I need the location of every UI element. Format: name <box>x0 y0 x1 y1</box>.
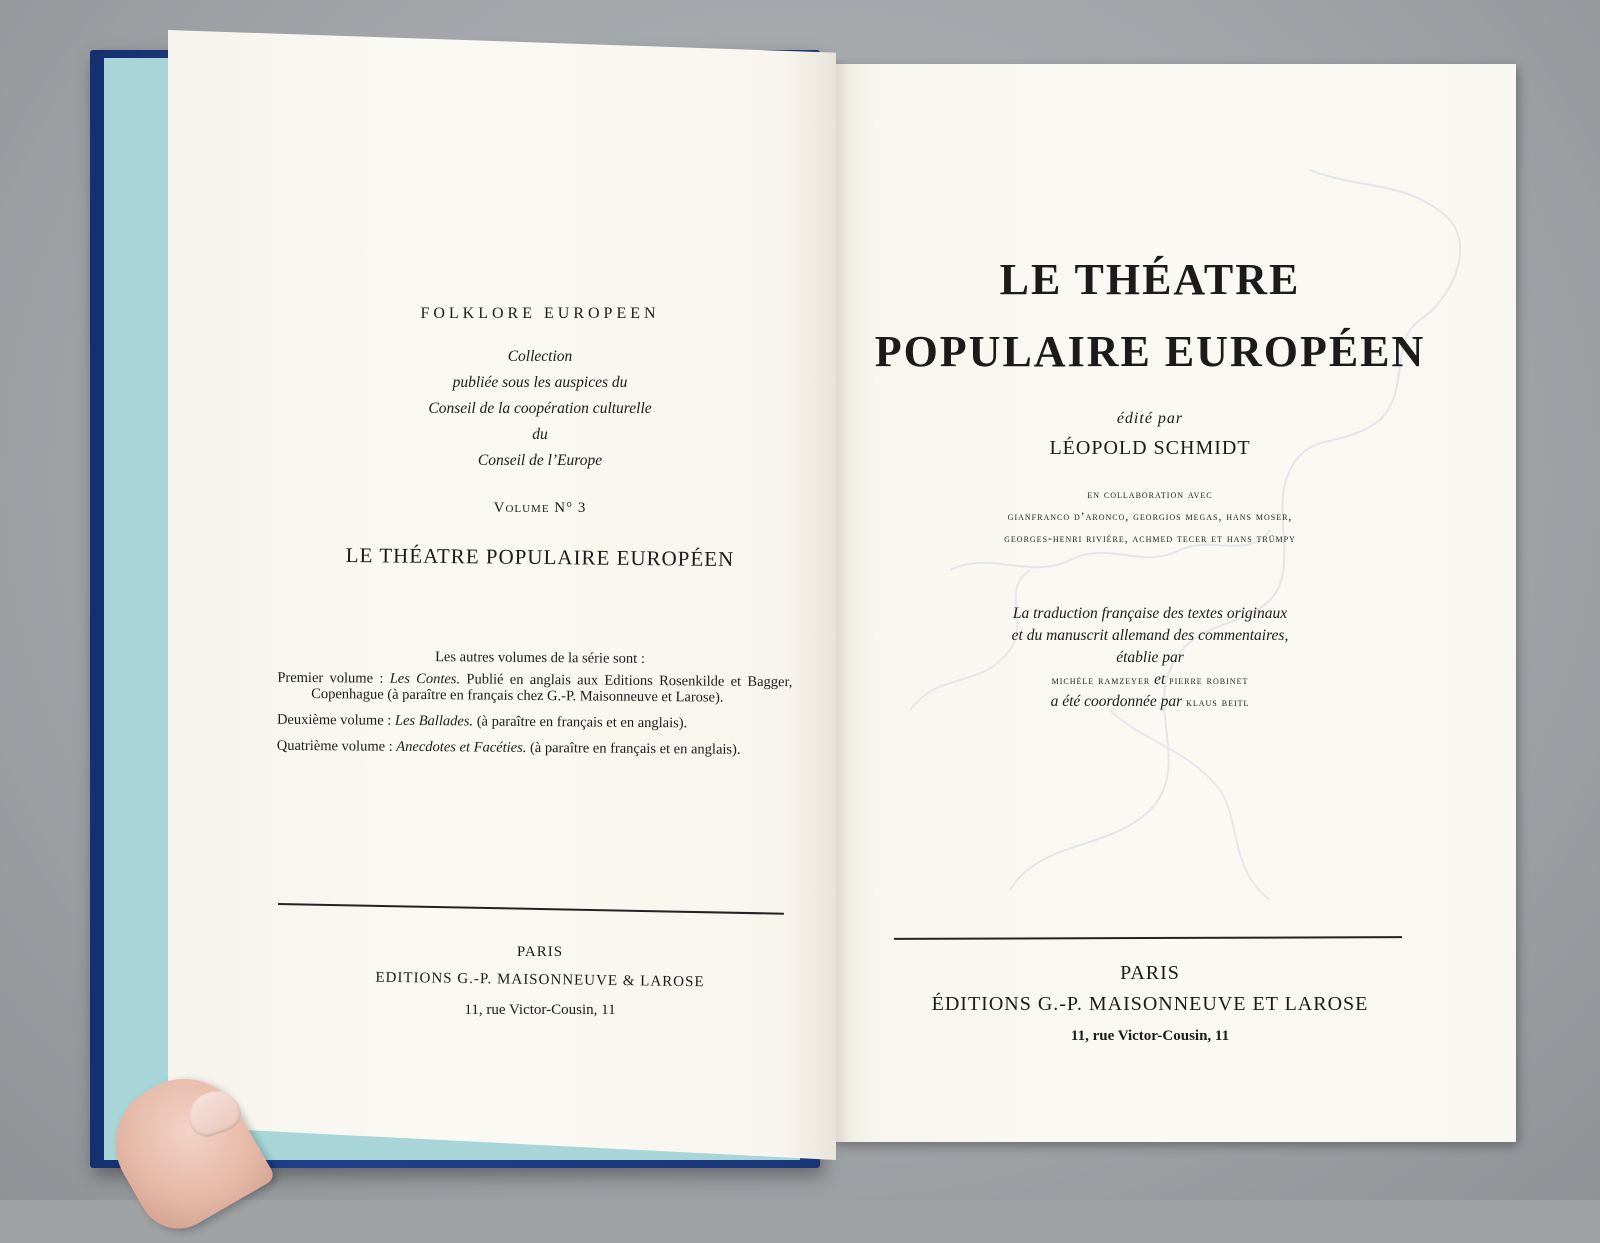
collaborators <box>870 484 1430 550</box>
series-title: FOLKLORE EUROPEEN <box>420 305 660 322</box>
imprint-publisher: ÉDITIONS G.-P. MAISONNEUVE ET LAROSE <box>931 993 1369 1015</box>
collab-line: gianfranco d’aronco, georgios megas, hans moser, <box>1007 511 1293 523</box>
imprint-publisher: EDITIONS G.-P. MAISONNEUVE & LAROSE <box>375 969 705 991</box>
collection-line: publiée sous les auspices du <box>452 374 628 391</box>
collection-line: Conseil de la coopération culturelle <box>428 400 652 417</box>
collab-line: en collaboration avec <box>1087 489 1213 501</box>
title-line: LE THÉATRE <box>999 255 1301 304</box>
editor-name: LÉOPOLD SCHMIDT <box>1049 437 1251 459</box>
translation-line: établie par <box>1116 649 1184 666</box>
collection-line: du <box>532 426 548 443</box>
book-title <box>870 244 1430 388</box>
translators: michèle ramzeyer et pierre robinet <box>1051 671 1249 688</box>
list-item: Quatrième volume : Anecdotes et Facéties. (à paraître en français et en anglais). <box>276 737 741 758</box>
translation-note <box>870 603 1430 713</box>
list-item: Deuxième volume : Les Ballades. (à paraître en français et en anglais). <box>276 711 688 732</box>
imprint-city: PARIS <box>1120 962 1180 984</box>
other-volumes-heading: Les autres volumes de la série sont : <box>435 649 645 667</box>
list-item: Premier volume : Les Contes. Publié en anglais aux Editions Rosenkilde et Bagger, Copenhague (à paraître en français chez G.-P. Maisonneuve et Larose). <box>277 669 793 706</box>
collab-line: georges-henri rivière, achmed tecer et hans trümpy <box>1004 533 1296 545</box>
collection-statement <box>300 344 780 474</box>
imprint-address: 11, rue Victor-Cousin, 11 <box>1070 1028 1230 1044</box>
collection-line: Conseil de l’Europe <box>477 452 603 469</box>
volume-number: Volume N° 3 <box>493 500 587 516</box>
coordinator-line: a été coordonnée par klaus beitl <box>1050 693 1250 710</box>
title-line: POPULAIRE EUROPÉEN <box>874 327 1426 376</box>
other-volumes-list <box>277 670 793 768</box>
translation-line: et du manuscrit allemand des commentaires, <box>1011 627 1289 644</box>
edited-by-label: édité par <box>1116 410 1184 427</box>
imprint-address: 11, rue Victor-Cousin, 11 <box>464 1002 616 1018</box>
translation-line: La traduction française des textes originaux <box>1012 605 1288 622</box>
half-title: LE THÉATRE POPULAIRE EUROPÉEN <box>345 542 735 572</box>
imprint-city: PARIS <box>516 944 564 960</box>
collection-line: Collection <box>507 348 573 365</box>
